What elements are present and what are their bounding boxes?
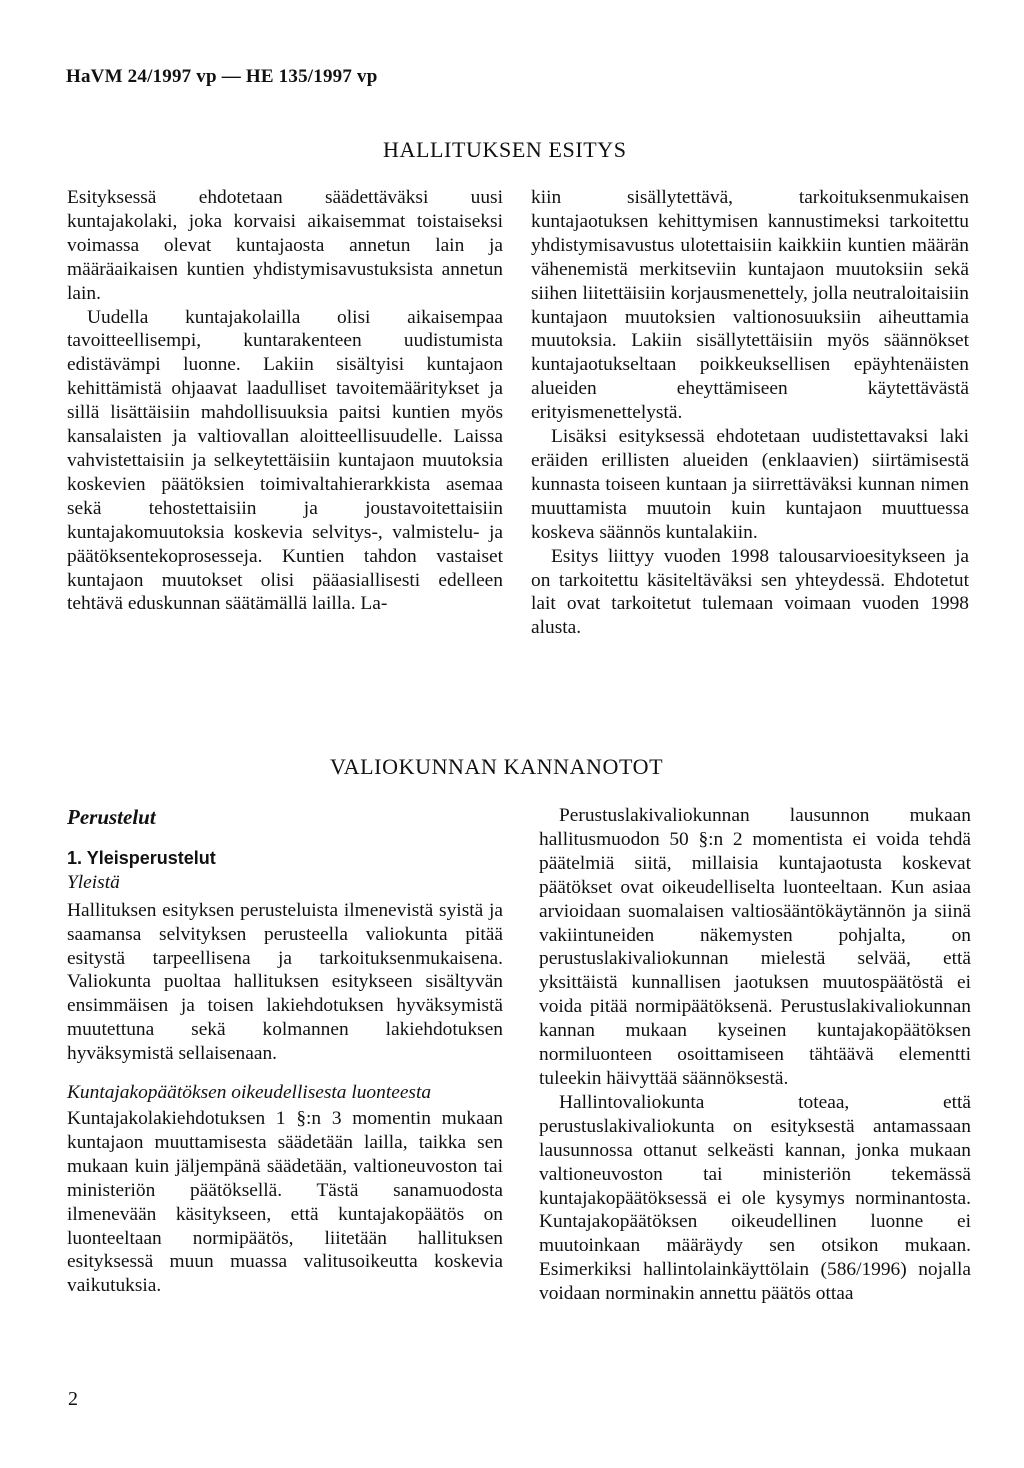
section1-left-paragraph-1: Esityksessä ehdotetaan säädettäväksi uusi kuntajakolaki, joka korvaisi aikaisemmat toistaiseksi voimassa olevat kuntajaosta annetun lain ja määräaikaisen kuntien yhdistymisavustuksista annetun lain.	[67, 187, 503, 304]
section1-right-paragraph-3: Esitys liittyy vuoden 1998 talousarvioesitykseen ja on tarkoitettu käsiteltäväksi sen yhteydessä. Ehdotetut lait ovat tarkoitetut tulemaan voimaan vuoden 1998 alusta.	[531, 545, 969, 639]
page-number: 2	[68, 1388, 78, 1410]
section1-right-column	[531, 186, 969, 640]
section-title-valiokunnan-kannanotot: VALIOKUNNAN KANNANOTOT	[330, 754, 664, 779]
document-header: HaVM 24/1997 vp — HE 135/1997 vp	[66, 66, 378, 87]
section2-left-paragraph-1: Hallituksen esityksen perusteluista ilmenevistä syistä ja saamansa selvityksen perusteella valiokunta pitää esitystä tarpeellisena ja tarkoituksenmukaisena. Valiokunta puoltaa hallituksen esitykseen sisältyvän ensimmäisen ja toisen lakiehdotuksen hyväksymistä muutettuna sekä kolmannen lakiehdotuksen hyväksymistä sellaisenaan.	[67, 899, 503, 1065]
section2-right-column	[539, 804, 971, 1306]
yleista-heading: Yleistä	[67, 871, 120, 893]
kuntajakopaatos-heading: Kuntajakopäätöksen oikeudellisesta luonteesta	[67, 1082, 432, 1104]
section1-right-paragraph-2: Lisäksi esityksessä ehdotetaan uudistettavaksi laki eräiden erillisten alueiden (enklaavien) siirtämisestä kunnasta toiseen kuntaan ja siirrettäväksi kunnan nimen muuttamista muutoin kuin kuntajaon muuttuessa koskeva säännös kuntalakiin.	[531, 426, 969, 543]
section2-left-column	[67, 806, 503, 1298]
section1-right-paragraph-1: kiin sisällytettävä, tarkoituksenmukaisen kuntajaotuksen kehittymisen kannustimeksi tarkoitettu yhdistymisavustus ulotettaisiin kaikkiin kuntien määrän vähenemistä merkitseviin kuntajaon muutoksiin sekä siihen liitettäisiin korjausmenettely, jolla neutraloitaisiin kuntajaon muutoksien valtionosuuksiin aiheuttamia muutoksia. Lakiin sisällytettäisiin myös säännökset kuntajaotukseltaan poikkeuksellisen epäyhtenäisten alueiden eheyttämiseen käytettävästä erityismenettelystä.	[531, 187, 969, 424]
section2-right-paragraph-1: Perustuslakivaliokunnan lausunnon mukaan hallitusmuodon 50 §:n 2 momentista ei voida tehdä päätelmiä siitä, millaisia kuntajaotusta koskevat päätökset ovat oikeudelliselta luonteeltaan. Kun asiaa arvioidaan suomalaisen valtiosääntökäytännön ja siinä vakiintuneiden näkemysten pohjalta, on perustuslakivaliokunnan mielestä selvää, että yksittäistä kunnallisen jaotuksen muutospäätöstä ei voida pitää normipäätöksenä. Perustuslakivaliokunnan kannan mukaan kyseinen kuntajakopäätöksen normiluonteen osoittamiseen tähtäävä elementti tuleekin häivyttää säännöksestä.	[539, 805, 971, 1089]
section2-right-paragraph-2: Hallintovaliokunta toteaa, että perustuslakivaliokunta on esityksestä antamassaan lausunnossa ottanut selkeästi kannan, jonka mukaan valtioneuvoston tai ministeriön tekemässä kuntajakopäätöksessä ei ole kysymys norminantosta. Kuntajakopäätöksen oikeudellinen luonne ei muutoinkaan määräydy sen otsikon mukaan. Esimerkiksi hallintolainkäyttölain (586/1996) nojalla voidaan norminakin annettu päätös ottaa	[539, 1091, 971, 1305]
section-title-hallituksen-esitys: HALLITUKSEN ESITYS	[383, 137, 627, 162]
yleisperustelut-heading: 1. Yleisperustelut	[67, 847, 216, 868]
perustelut-heading: Perustelut	[67, 805, 156, 829]
section2-left-paragraph-2: Kuntajakolakiehdotuksen 1 §:n 3 momentin mukaan kuntajaon muuttamisesta säädetään lailla, taikka sen mukaan kuin jäljempänä säädetään, valtioneuvoston tai ministeriön päätöksellä. Tästä sanamuodosta ilmenevään käsitykseen, että kuntajakopäätös on luonteeltaan normipäätös, liitetään hallituksen esityksessä muun muassa valitusoikeutta koskevia vaikutuksia.	[67, 1107, 503, 1297]
section1-left-paragraph-2: Uudella kuntajakolailla olisi aikaisempaa tavoitteellisempi, kuntarakenteen uudistumista edistävämpi luonne. Lakiin sisältyisi kuntajaon kehittämistä ohjaavat laadulliset tavoitemääritykset ja sillä lisättäisiin mahdollisuuksia paitsi kuntien myös kansalaisten ja valtiovallan aloitteellisuudelle. Laissa vahvistettaisiin ja selkeytettäisiin kuntajaon muutoksia koskevien päätöksien toimivaltahierarkkista asemaa sekä tehostettaisiin ja joustavoitettaisiin kuntajakomuutoksia koskevia selvitys-, valmistelu- ja päätöksentekoprosesseja. Kuntien tahdon vastaiset kuntajaon muutokset olisi pääasiallisesti edelleen tehtävä eduskunnan säätämällä lailla. La-	[67, 306, 503, 615]
section1-left-column	[67, 186, 503, 616]
